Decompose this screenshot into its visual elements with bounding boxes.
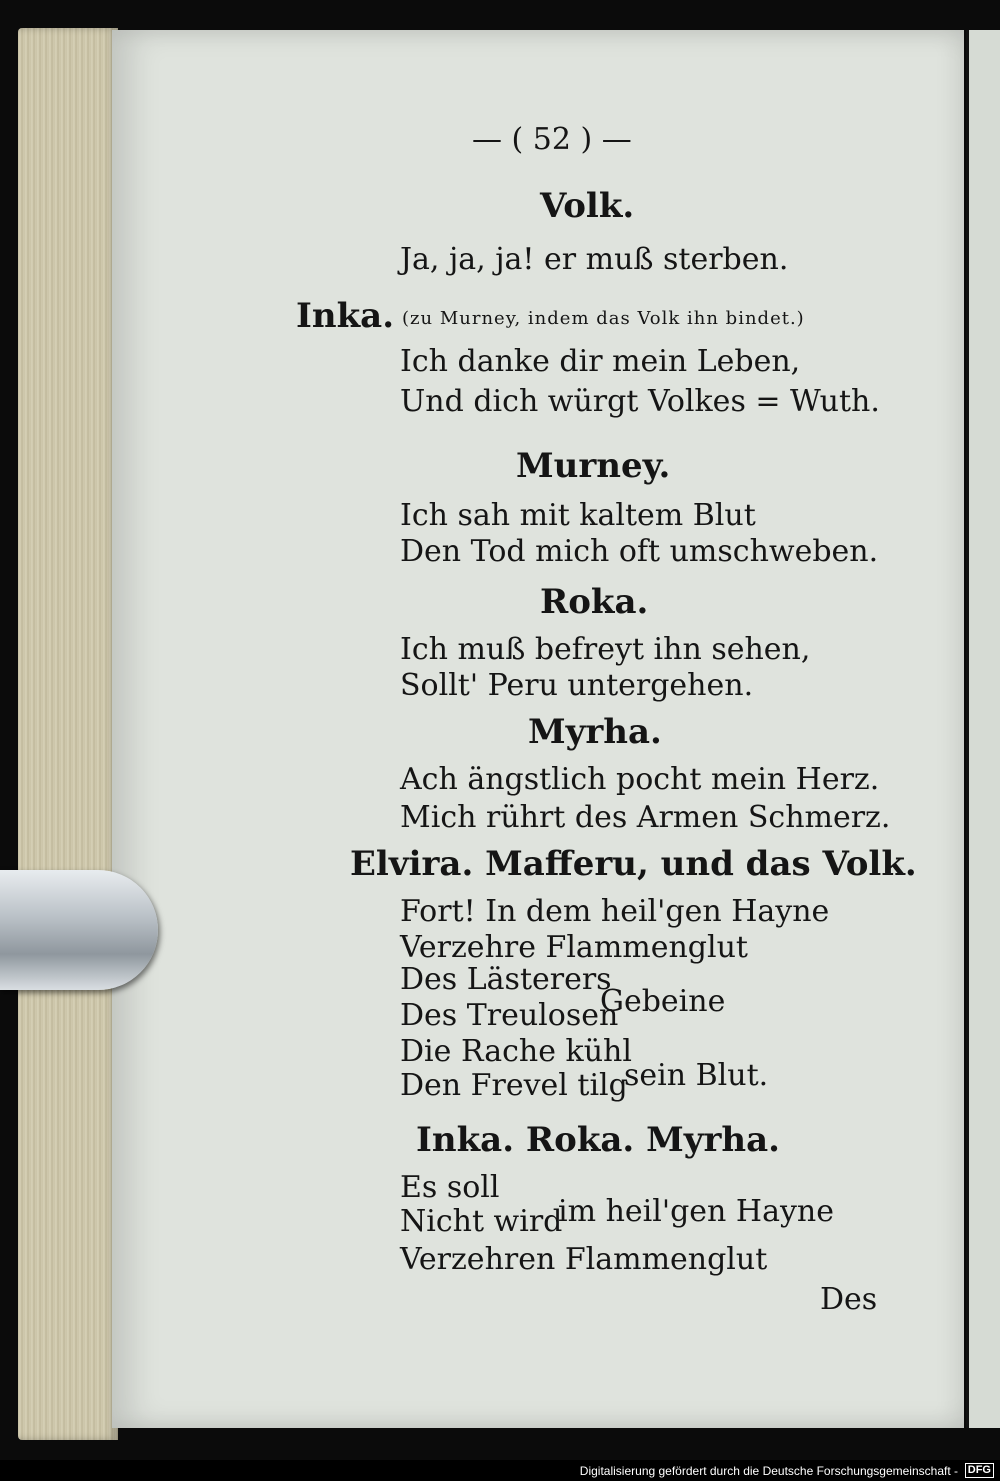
- speaker-myrha: Myrha.: [528, 712, 662, 752]
- speaker-murney: Murney.: [516, 446, 671, 486]
- stage-direction: (zu Murney, indem das Volk ihn bindet.): [402, 308, 805, 329]
- footer-bar: [0, 1460, 1000, 1481]
- verse-line: Fort! In dem heil'gen Hayne: [400, 894, 830, 929]
- speaker-ensemble: Elvira. Mafferu, und das Volk.: [350, 844, 917, 884]
- verse-line: Gebeine: [600, 984, 726, 1019]
- footer-text: Digitalisierung gefördert durch die Deutsche Forschungsgemeinschaft -: [579, 1464, 958, 1478]
- verse-line: Den Frevel tilg: [400, 1068, 628, 1103]
- verse-line: Und dich würgt Volkes = Wuth.: [400, 384, 880, 419]
- page-edges: [18, 28, 118, 1440]
- speaker-volk: Volk.: [540, 186, 635, 226]
- verse-line: Die Rache kühl: [400, 1034, 632, 1069]
- verse-line: Es soll: [400, 1170, 500, 1205]
- next-page-edge: [966, 30, 1000, 1428]
- verse-line: sein Blut.: [624, 1058, 769, 1093]
- verse-line: Verzehren Flammenglut: [400, 1242, 768, 1277]
- dfg-logo: DFG: [965, 1463, 994, 1478]
- verse-line: Den Tod mich oft umschweben.: [400, 534, 879, 569]
- speaker-roka: Roka.: [540, 582, 649, 622]
- catchword: Des: [820, 1282, 878, 1317]
- speaker-ensemble: Inka. Roka. Myrha.: [416, 1120, 780, 1160]
- verse-line: Mich rührt des Armen Schmerz.: [400, 800, 891, 835]
- verse-line: im heil'gen Hayne: [558, 1194, 834, 1229]
- verse-line: Ich danke dir mein Leben,: [400, 344, 801, 379]
- page-number: — ( 52 ) —: [472, 122, 632, 157]
- verse-line: Nicht wird: [400, 1204, 563, 1239]
- verse-line: Verzehre Flammenglut: [400, 930, 748, 965]
- speaker-inka: Inka.: [296, 296, 395, 336]
- verse-line: Ja, ja, ja! er muß sterben.: [400, 242, 789, 277]
- verse-line: Ich sah mit kaltem Blut: [400, 498, 756, 533]
- verse-line: Des Lästerers: [400, 962, 612, 997]
- verse-line: Sollt' Peru untergehen.: [400, 668, 754, 703]
- verse-line: Ach ängstlich pocht mein Herz.: [400, 762, 880, 797]
- book-clip: [0, 870, 158, 990]
- verse-line: Des Treulosen: [400, 998, 619, 1033]
- verse-line: Ich muß befreyt ihn sehen,: [400, 632, 811, 667]
